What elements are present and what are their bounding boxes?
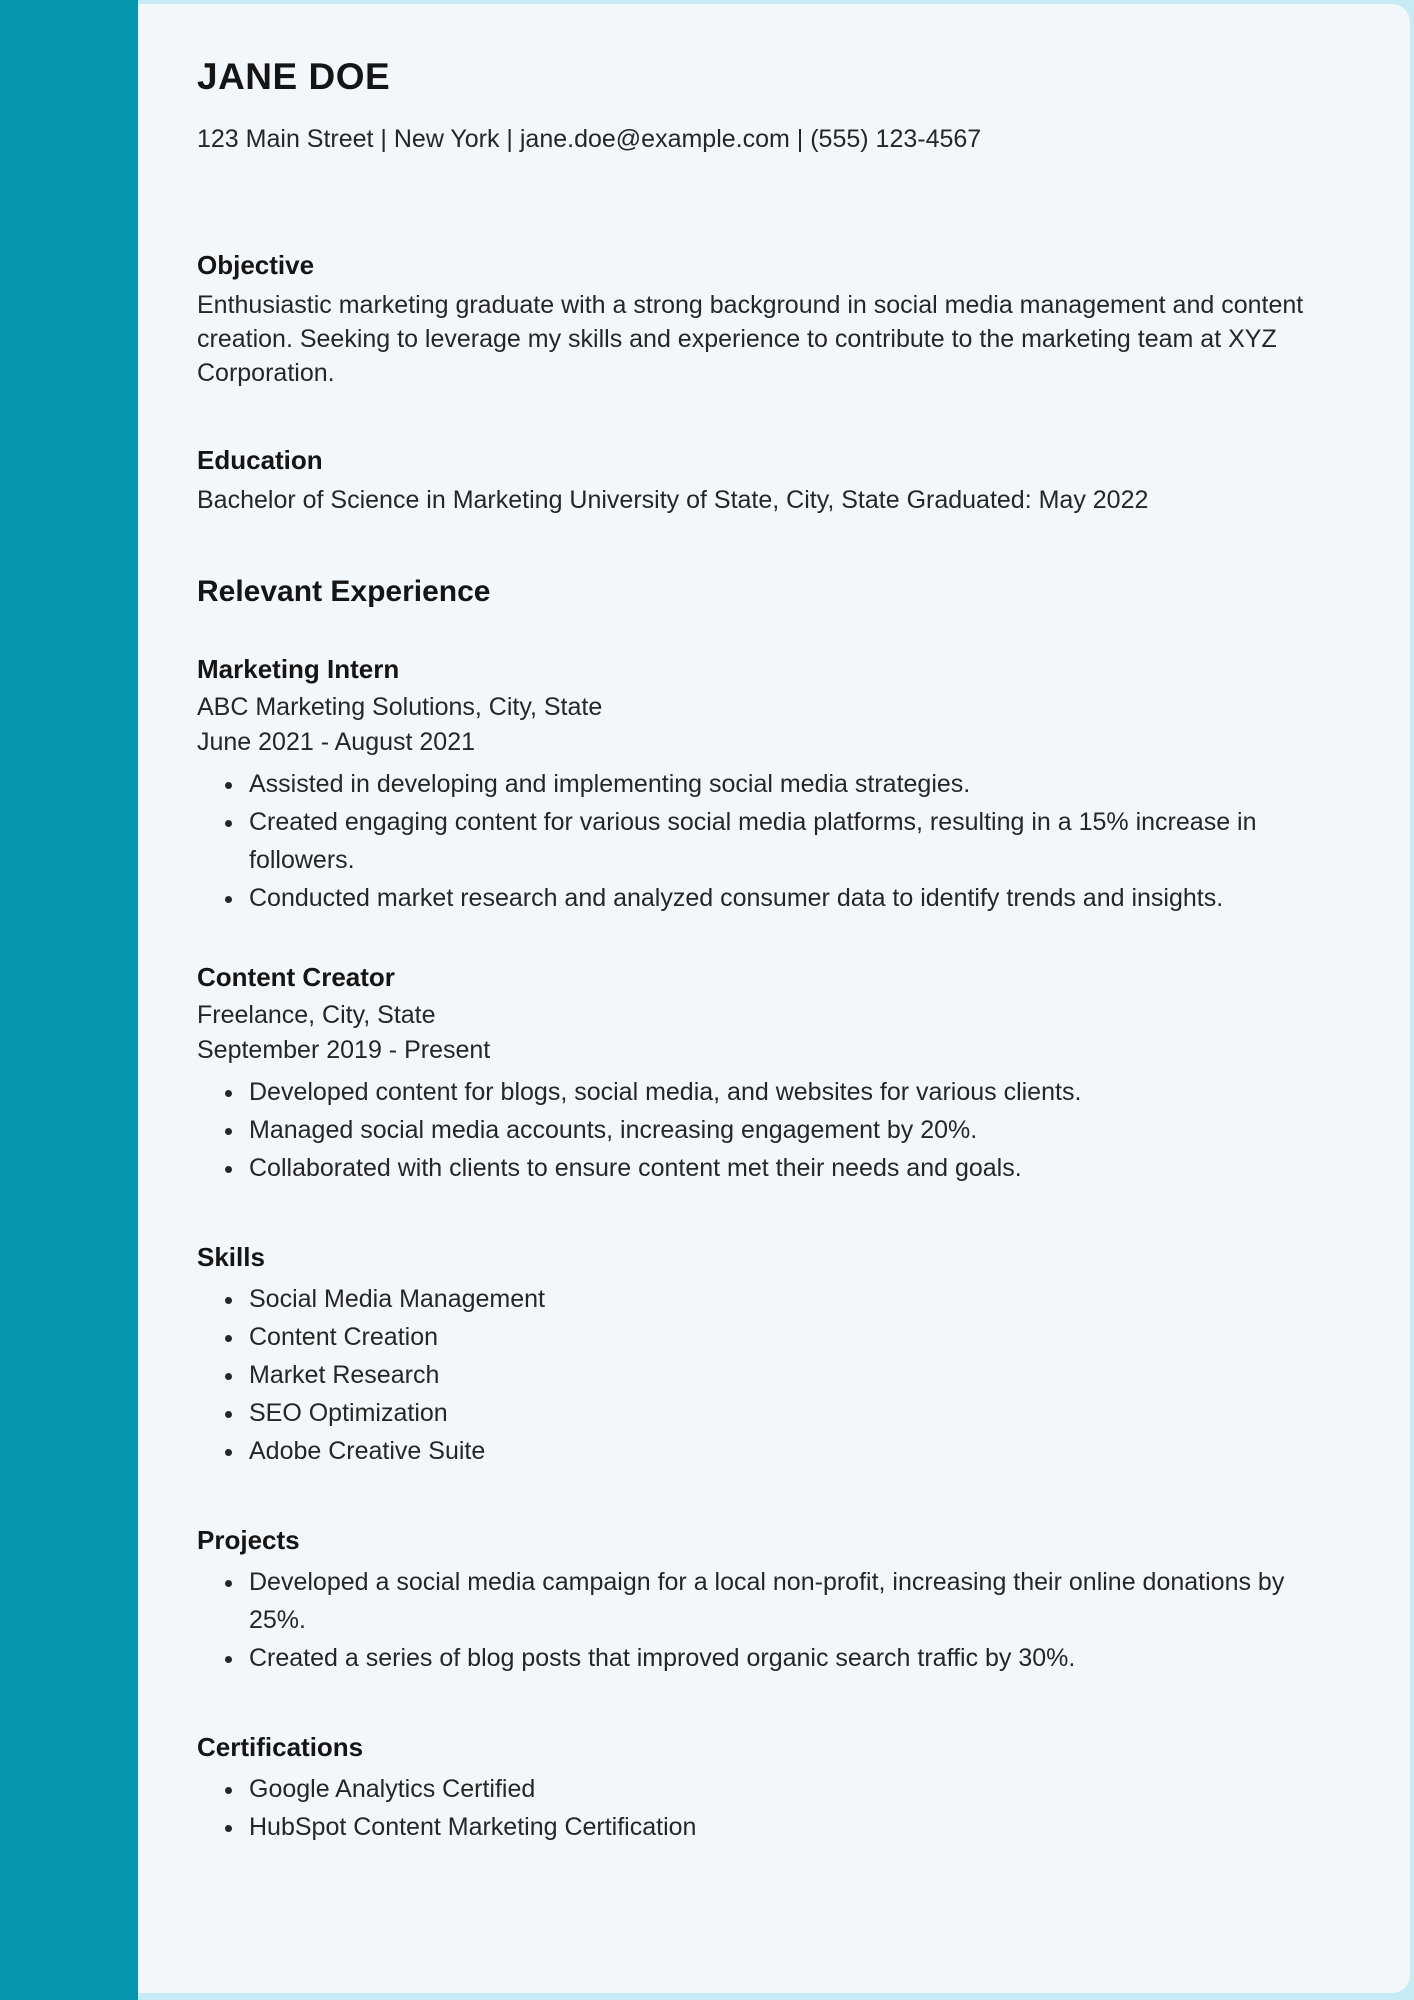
section-heading-objective: Objective	[197, 250, 315, 280]
section-heading-skills: Skills	[197, 1242, 265, 1272]
job-dates: June 2021 - August 2021	[197, 728, 476, 756]
skill-item: • Market Research	[246, 1356, 1309, 1394]
job-bullet-item: • Collaborated with clients to ensure content met their needs and goals.	[246, 1149, 1309, 1187]
skill-item: • Adobe Creative Suite	[246, 1432, 1309, 1470]
resume-card	[138, 4, 1410, 1993]
certification-item: • Google Analytics Certified	[246, 1770, 1309, 1808]
job-entry-marketing-intern	[197, 654, 1309, 917]
project-item: • Created a series of blog posts that improved organic search traffic by 30%.	[246, 1639, 1309, 1677]
section-heading-experience: Relevant Experience	[197, 575, 491, 608]
skills-list	[197, 1280, 1309, 1470]
sidebar-accent-bar	[0, 0, 138, 2000]
job-company: ABC Marketing Solutions, City, State	[197, 693, 603, 721]
skill-item: • Social Media Management	[246, 1280, 1309, 1318]
job-company: Freelance, City, State	[197, 1001, 436, 1029]
resume-content	[197, 56, 1309, 1846]
job-dates: September 2019 - Present	[197, 1036, 491, 1064]
section-heading-projects: Projects	[197, 1525, 300, 1555]
job-title: Content Creator	[197, 962, 395, 992]
job-bullet-item: • Conducted market research and analyzed consumer data to identify trends and insights.	[246, 879, 1309, 917]
resume-name: JANE DOE	[197, 56, 391, 97]
objective-text: Enthusiastic marketing graduate with a strong background in social media management and content creation. Seeking to leverage my skills and experience to contribute to the marketing team at XYZ Corporation.	[197, 291, 1304, 387]
education-text: Bachelor of Science in Marketing University of State, City, State Graduated: May 2022	[197, 486, 1149, 514]
section-heading-education: Education	[197, 445, 323, 475]
job-bullet-item: • Developed content for blogs, social media, and websites for various clients.	[246, 1073, 1309, 1111]
certifications-list	[197, 1770, 1309, 1846]
projects-list	[197, 1563, 1309, 1677]
job-bullet-item: • Assisted in developing and implementing social media strategies.	[246, 765, 1309, 803]
skill-item: • Content Creation	[246, 1318, 1309, 1356]
skill-item: • SEO Optimization	[246, 1394, 1309, 1432]
job-bullet-item: • Created engaging content for various social media platforms, resulting in a 15% increase in followers.	[246, 803, 1309, 879]
certification-item: • HubSpot Content Marketing Certification	[246, 1808, 1309, 1846]
job-entry-content-creator	[197, 962, 1309, 1187]
section-heading-certifications: Certifications	[197, 1732, 364, 1762]
job-bullet-list	[197, 1073, 1309, 1187]
job-title: Marketing Intern	[197, 654, 400, 684]
project-item: • Developed a social media campaign for a local non-profit, increasing their online donations by 25%.	[246, 1563, 1309, 1639]
job-bullet-item: • Managed social media accounts, increasing engagement by 20%.	[246, 1111, 1309, 1149]
job-bullet-list	[197, 765, 1309, 917]
contact-line: 123 Main Street | New York | jane.doe@example.com | (555) 123-4567	[197, 125, 982, 153]
